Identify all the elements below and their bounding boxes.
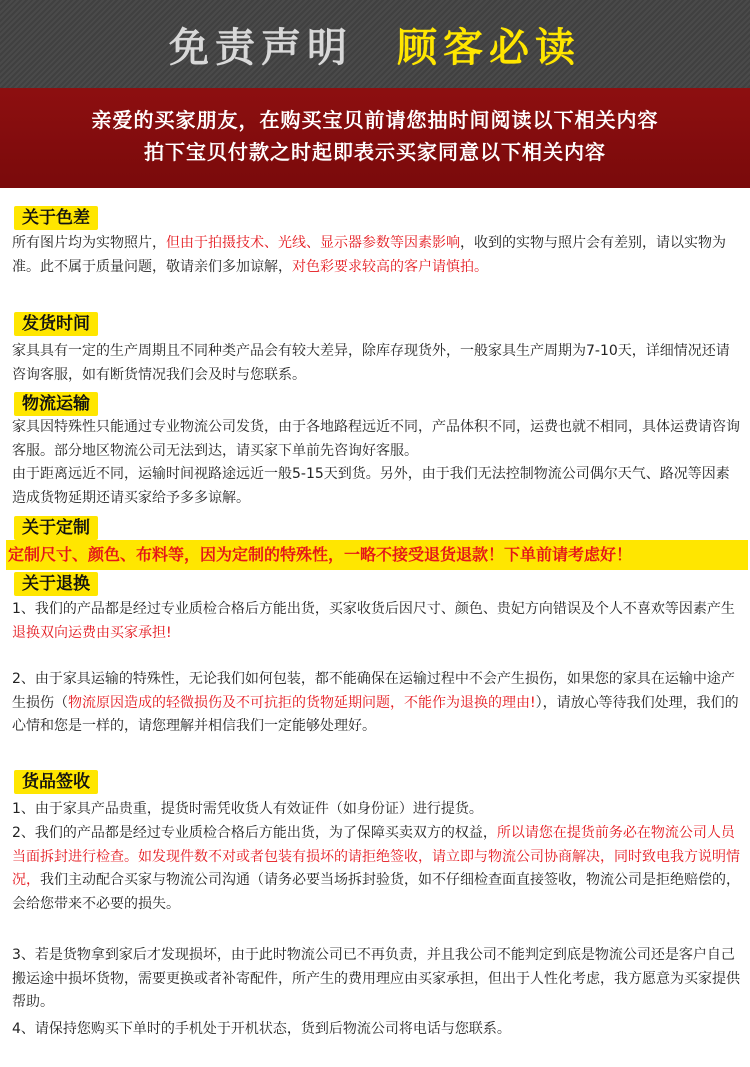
color-red-2: 对色彩要求较高的客户请慎拍。 (292, 258, 488, 275)
returns-paragraph-2 (12, 668, 740, 739)
banner-line-1: 亲爱的买家朋友，在购买宝贝前请您抽时间阅读以下相关内容 (91, 108, 659, 132)
page-header (0, 0, 750, 88)
section-title-color: 关于色差 (14, 206, 98, 230)
returns-text-1: 1、我们的产品都是经过专业质检合格后方能出货，买家收货后因尺寸、颜色、贵妃方向错误及个人不喜欢等因素产生 (12, 601, 735, 617)
logistics-paragraph-2: 由于距离远近不同，运输时间视路途远近一般5-15天到货。另外，由于我们无法控制物流公司偶尔天气、路况等因素造成货物延期还请买家给予多多谅解。 (12, 466, 730, 506)
receipt-text-2b: 我们主动配合买家与物流公司沟通（请务必要当场拆封验货，如不仔细检查面直接签收，物流公司是拒绝赔偿的，会给您带来不必要的损失。 (12, 872, 740, 912)
must-read-title: 顾客必读 (397, 24, 581, 71)
color-paragraph (12, 232, 740, 279)
color-text-2: ，收到的实物与照片会有差别，请以实物为准。此不属于质量问题，敬请亲们多加谅解， (12, 235, 726, 275)
receipt-paragraph-4: 4、请保持您购买下单时的手机处于开机状态，货到后物流公司将电话与您联系。 (12, 1021, 511, 1037)
returns-red-1: 退换双向运费由买家承担! (12, 624, 172, 641)
receipt-paragraph-3: 3、若是货物拿到家后才发现损坏，由于此时物流公司已不再负责，并且我公司不能判定到底是物流公司还是客户自己搬运途中损坏货物，需要更换或者补寄配件，所产生的费用理应由买家承担，但出于人性化考虑，我方愿意为买家提供帮助。 (12, 947, 740, 1010)
section-title-logistics: 物流运输 (14, 392, 98, 416)
shipping-paragraph: 家具具有一定的生产周期且不同种类产品会有较大差异，除库存现货外，一般家具生产周期为7-10天，详细情况还请咨询客服，如有断货情况我们会及时与您联系。 (12, 343, 730, 383)
disclaimer-title: 免责声明 (169, 24, 353, 71)
section-title-shipping: 发货时间 (14, 312, 98, 336)
custom-highlight: 定制尺寸、颜色、布料等，因为定制的特殊性，一略不接受退货退款！下单前请考虑好！ (6, 540, 748, 570)
returns-paragraph-1 (12, 598, 740, 645)
banner-line-2: 拍下宝贝付款之时起即表示买家同意以下相关内容 (144, 140, 606, 164)
returns-text-2a: 2、由于家具运输的特殊性，无论我们如何包装，都不能确保在运输过程中不会产生损伤，如果您的家具在运输中途产生损伤（ (12, 671, 735, 711)
color-text-1: 所有图片均为实物照片， (12, 235, 166, 251)
returns-text-2b: ），请放心等待我们处理，我们的心情和您是一样的，请您理解并相信我们一定能够处理好。 (12, 694, 739, 734)
notice-banner (0, 88, 750, 188)
logistics-paragraph-1: 家具因特殊性只能通过专业物流公司发货，由于各地路程远近不同，产品体积不同，运费也就不相同，具体运费请咨询客服。部分地区物流公司无法到达，请买家下单前先咨询好客服。 (12, 419, 740, 459)
section-title-custom: 关于定制 (14, 516, 98, 540)
color-red-1: 但由于拍摄技术、光线、显示器参数等因素影响 (166, 235, 460, 251)
receipt-paragraph-1: 1、由于家具产品贵重，提货时需凭收货人有效证件（如身份证）进行提货。 (12, 801, 483, 817)
returns-red-2: 物流原因造成的轻微损伤及不可抗拒的货物延期问题，不能作为退换的理由! (68, 694, 536, 711)
receipt-text-2a: 2、我们的产品都是经过专业质检合格后方能出货，为了保障买卖双方的权益， (12, 825, 497, 841)
receipt-paragraph-2 (12, 822, 740, 916)
section-title-returns: 关于退换 (14, 572, 98, 596)
section-title-receipt: 货品签收 (14, 770, 98, 794)
receipt-red-2: 所以请您在提货前务必在物流公司人员当面拆封进行检查。如发现件数不对或者包装有损坏的请拒绝签收，请立即与物流公司协商解决，同时致电我方说明情况， (12, 825, 740, 888)
